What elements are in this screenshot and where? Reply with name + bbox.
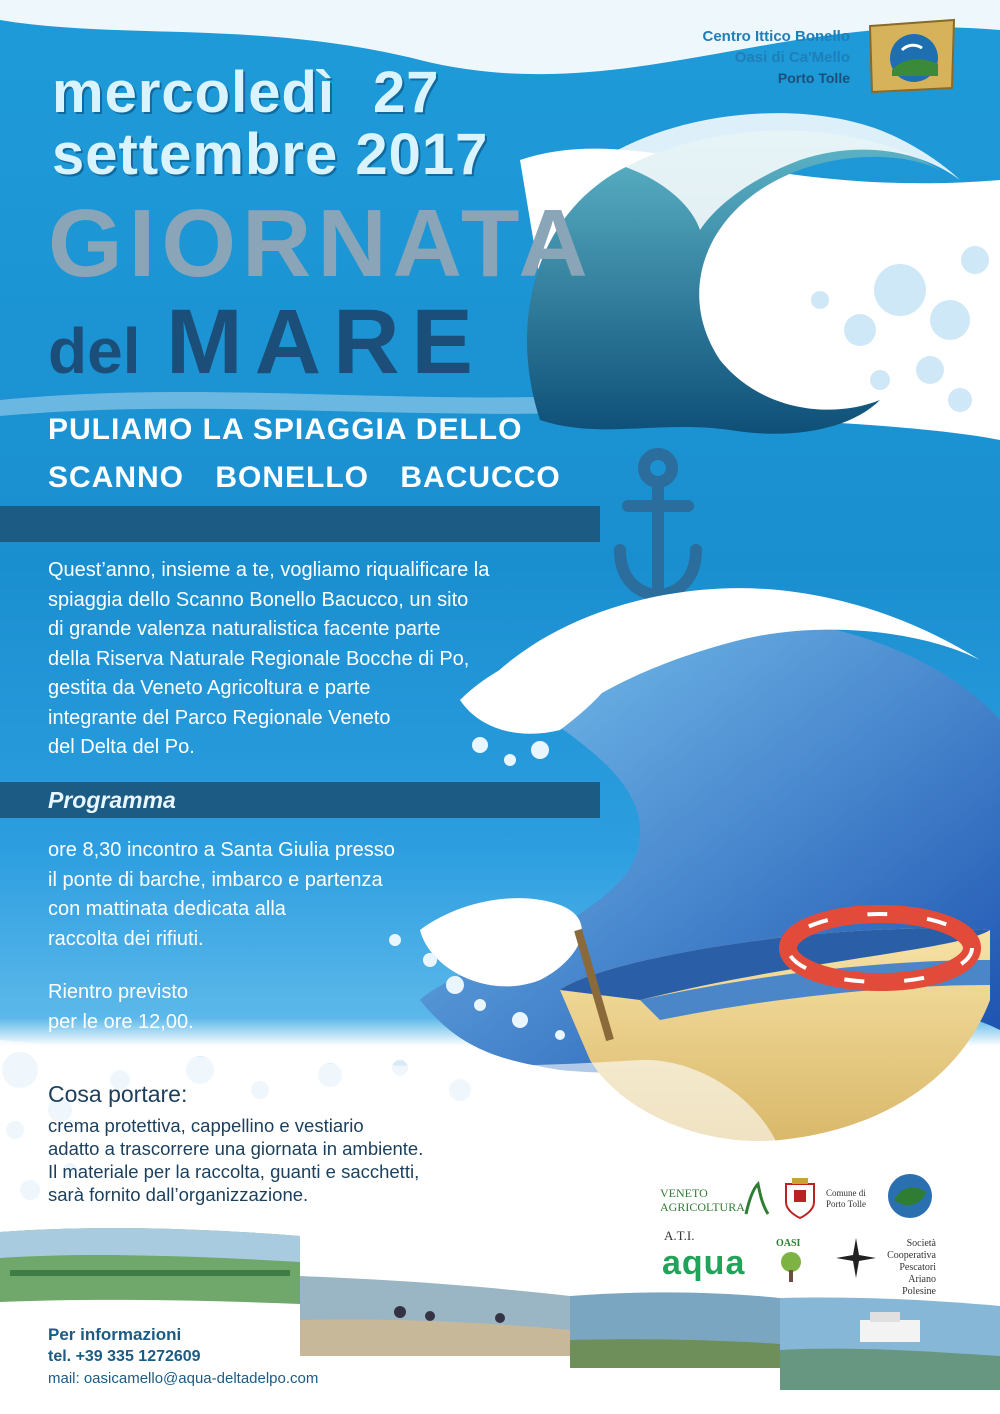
intro-line: della Riserva Naturale Regionale Bocche di Po,	[48, 647, 470, 670]
parco-delta-logo-icon	[884, 1170, 936, 1222]
intro-line: spiaggia dello Scanno Bonello Bacucco, un sito	[48, 588, 469, 611]
organizer-oasis: Oasi di Ca'Mello	[734, 49, 850, 66]
sponsor-aqua-logo: aqua	[662, 1244, 746, 1282]
event-date	[52, 62, 488, 186]
intro-line: Quest’anno, insieme a te, vogliamo riqualificare la	[48, 559, 490, 581]
subtitle-line1: PULIAMO LA SPIAGGIA DELLO	[48, 413, 523, 446]
oasi-logo-icon	[862, 14, 962, 96]
organizer-name: Centro Ittico Bonello	[702, 28, 850, 45]
porto-tolle-crest-icon	[780, 1176, 820, 1220]
intro-line: del Delta del Po.	[48, 736, 195, 758]
subtitle-word: BACUCCO	[400, 461, 561, 494]
program-line: il ponte di barche, imbarco e partenza	[48, 868, 383, 891]
subtitle-word: BONELLO	[215, 461, 370, 494]
contact-phone: tel. +39 335 1272609	[48, 1348, 201, 1365]
program-heading-band	[0, 782, 600, 818]
veneto-agricoltura-logo-icon	[742, 1180, 772, 1216]
anchor-icon	[620, 454, 696, 595]
program-line: con mattinata dedicata alla	[48, 898, 286, 920]
organizer-block	[703, 26, 851, 89]
program-line: raccolta dei rifiuti.	[48, 927, 204, 950]
date-month-year: settembre 2017	[52, 122, 489, 187]
sponsor-veneto-agricoltura	[660, 1186, 745, 1214]
program-schedule	[48, 836, 468, 954]
sponsor-comune	[826, 1188, 866, 1210]
bring-line: crema protettiva, cappellino e vestiario	[48, 1115, 364, 1136]
intro-paragraph	[48, 556, 568, 763]
sponsor-cooperativa	[876, 1238, 936, 1298]
sponsor-coop-line: Ariano Polesine	[902, 1274, 936, 1297]
title-del-mare	[48, 291, 485, 397]
bring-heading: Cosa portare:	[48, 1081, 188, 1107]
intro-line: integrante del Parco Regionale Veneto	[48, 706, 391, 729]
sponsor-veneto-line2: AGRICOLTURA	[660, 1200, 745, 1214]
contact-email: mail: oasicamello@aqua-deltadelpo.com	[48, 1370, 319, 1387]
sponsor-comune-line2: Porto Tolle	[826, 1199, 866, 1209]
bring-list	[48, 1114, 628, 1206]
oasi-tree-icon	[776, 1250, 806, 1284]
title-giornata: GIORNATA	[48, 190, 594, 297]
bring-line: Il materiale per la raccolta, guanti e sacchetti,	[48, 1161, 420, 1182]
sponsor-coop-line: Società	[906, 1238, 936, 1249]
bring-line: sarà fornito dall’organizzazione.	[48, 1184, 309, 1205]
sponsor-ati-label: A.T.I.	[664, 1228, 695, 1243]
title-main: MARE	[166, 291, 485, 393]
intro-line: di grande valenza naturalistica facente parte	[48, 618, 441, 640]
return-line: Rientro previsto	[48, 981, 189, 1003]
title-prefix: del	[48, 315, 141, 387]
event-subtitle	[48, 406, 583, 502]
sponsor-coop-line: Cooperativa	[887, 1250, 936, 1261]
return-line: per le ore 12,00.	[48, 1010, 194, 1033]
compass-rose-icon	[836, 1238, 876, 1278]
bring-line: adatto a trascorrere una giornata in ambiente.	[48, 1138, 424, 1159]
sponsor-oasi-label: OASI	[776, 1238, 801, 1249]
date-weekday: mercoledì	[52, 60, 335, 125]
organizer-town: Porto Tolle	[777, 70, 850, 86]
date-day: 27	[373, 60, 440, 125]
subtitle-word: SCANNO	[48, 461, 185, 494]
program-return	[48, 978, 348, 1037]
contact-info	[48, 1324, 318, 1390]
divider-band	[0, 506, 600, 542]
contact-heading: Per informazioni	[48, 1325, 182, 1344]
intro-line: gestita da Veneto Agricoltura e parte	[48, 677, 371, 699]
program-heading: Programma	[48, 787, 176, 813]
sponsor-veneto-line1: VENETO	[660, 1186, 708, 1200]
program-line: ore 8,30 incontro a Santa Giulia presso	[48, 839, 395, 861]
sponsor-coop-line: Pescatori	[899, 1262, 936, 1273]
subtitle-line2	[48, 454, 583, 502]
sponsor-comune-line1: Comune di	[826, 1188, 866, 1198]
